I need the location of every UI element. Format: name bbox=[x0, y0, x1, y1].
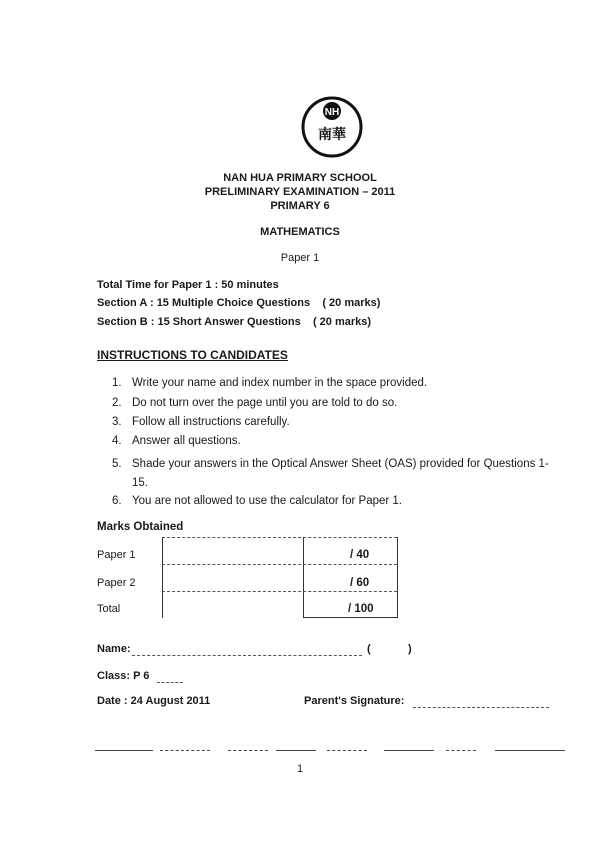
instructions-title: INSTRUCTIONS TO CANDIDATES bbox=[97, 348, 288, 362]
marks-row-label: Paper 2 bbox=[97, 577, 136, 589]
total-time: Total Time for Paper 1 : 50 minutes bbox=[97, 279, 279, 291]
marks-table-top-line bbox=[162, 537, 397, 538]
instruction-item bbox=[112, 455, 562, 493]
marks-table-row-line bbox=[162, 564, 397, 565]
name-label: Name: bbox=[97, 643, 131, 655]
instruction-item bbox=[112, 494, 562, 508]
footer-rule bbox=[276, 750, 316, 751]
marks-table-left-border bbox=[162, 537, 163, 618]
instruction-text: Follow all instructions carefully. bbox=[132, 416, 290, 428]
name-paren-close: ) bbox=[408, 643, 412, 655]
instruction-num: 1. bbox=[112, 377, 122, 389]
svg-text:南華: 南華 bbox=[318, 127, 346, 143]
marks-max: / 60 bbox=[350, 577, 370, 589]
paper-label: Paper 1 bbox=[280, 252, 320, 264]
footer-rule bbox=[384, 750, 434, 751]
class-field[interactable] bbox=[157, 682, 183, 683]
page-number: 1 bbox=[296, 763, 304, 775]
marks-table-bottom-line bbox=[303, 617, 397, 618]
instruction-num: 2. bbox=[112, 397, 122, 409]
name-field[interactable] bbox=[132, 655, 362, 656]
instruction-text: Shade your answers in the Optical Answer Sheet (OAS) provided for Questions 1-15. bbox=[132, 458, 549, 489]
marks-table-right-border bbox=[397, 537, 398, 618]
marks-max: / 40 bbox=[350, 549, 370, 561]
signature-label: Parent's Signature: bbox=[304, 695, 405, 707]
marks-max: / 100 bbox=[348, 603, 374, 615]
instruction-text: Do not turn over the page until you are told to do so. bbox=[132, 397, 398, 409]
instruction-num: 5. bbox=[112, 458, 122, 470]
footer-rule bbox=[495, 750, 565, 751]
school-name: NAN HUA PRIMARY SCHOOL bbox=[223, 172, 377, 184]
marks-row-label: Total bbox=[97, 603, 121, 615]
class-label: Class: P 6 bbox=[97, 670, 150, 682]
svg-text:NH: NH bbox=[324, 107, 340, 118]
instruction-text: Answer all questions. bbox=[132, 435, 241, 447]
exam-title: PRELIMINARY EXAMINATION – 2011 bbox=[204, 186, 396, 198]
section-a: Section A : 15 Multiple Choice Questions ( 20 marks) bbox=[97, 297, 381, 309]
level: PRIMARY 6 bbox=[270, 200, 330, 212]
footer-rule bbox=[327, 750, 367, 751]
footer-rule bbox=[446, 750, 476, 751]
instruction-item bbox=[112, 396, 562, 410]
instruction-num: 4. bbox=[112, 435, 122, 447]
marks-table-row-line bbox=[162, 591, 397, 592]
instruction-num: 3. bbox=[112, 416, 122, 428]
date-label: Date : 24 August 2011 bbox=[97, 695, 211, 707]
instruction-text: Write your name and index number in the space provided. bbox=[132, 377, 428, 389]
marks-title: Marks Obtained bbox=[97, 521, 184, 533]
instruction-item bbox=[112, 376, 562, 390]
footer-rule bbox=[228, 750, 268, 751]
marks-table-divider bbox=[303, 537, 304, 618]
instruction-item bbox=[112, 434, 562, 448]
footer-rule bbox=[160, 750, 210, 751]
school-logo bbox=[300, 95, 364, 159]
footer-rule bbox=[95, 750, 153, 751]
marks-row-label: Paper 1 bbox=[97, 549, 136, 561]
signature-field[interactable] bbox=[413, 707, 549, 708]
name-paren-open: ( bbox=[367, 643, 371, 655]
instruction-text: You are not allowed to use the calculator for Paper 1. bbox=[132, 495, 402, 507]
instruction-num: 6. bbox=[112, 495, 122, 507]
section-b: Section B : 15 Short Answer Questions ( 20 marks) bbox=[97, 316, 372, 328]
subject: MATHEMATICS bbox=[260, 226, 340, 238]
instruction-item bbox=[112, 415, 562, 429]
